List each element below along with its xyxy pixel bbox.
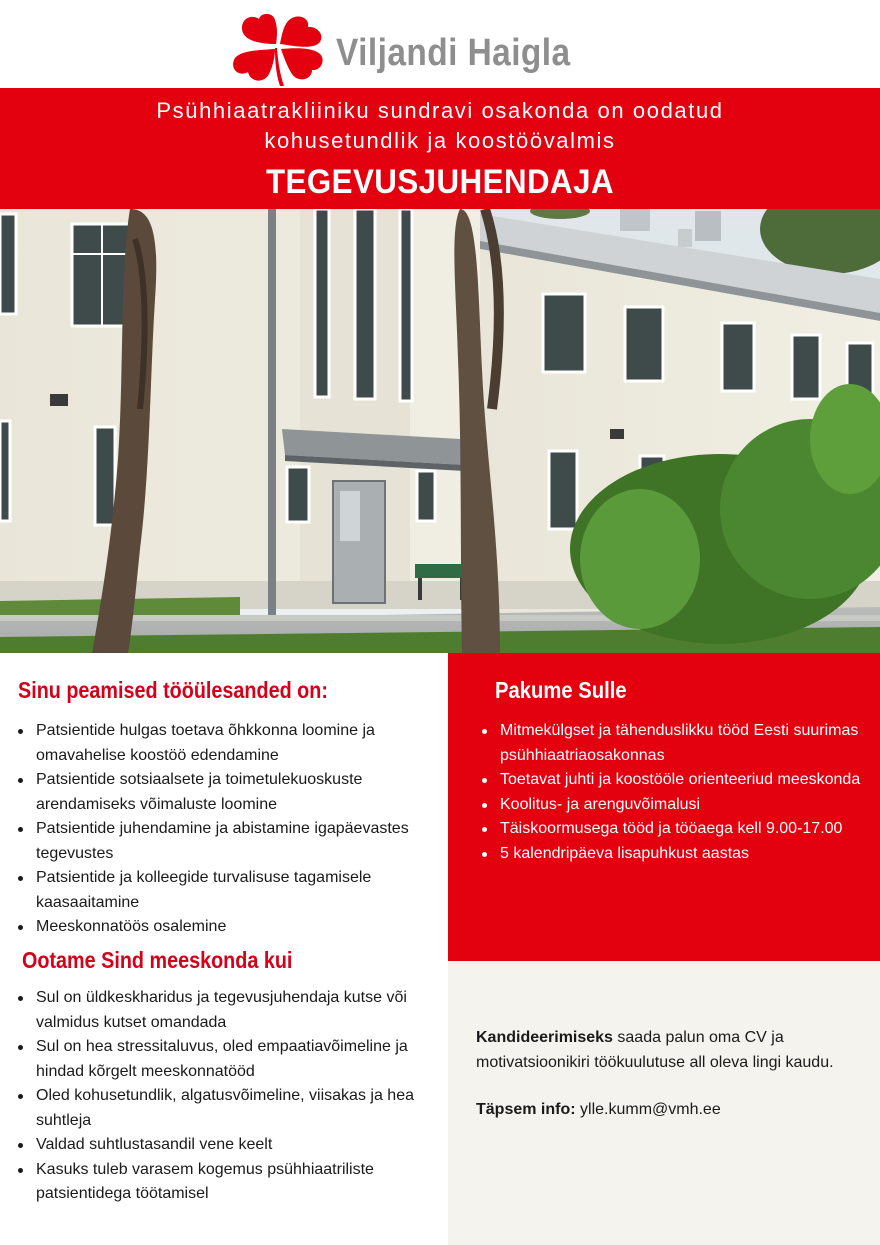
left-column <box>0 653 448 1245</box>
apply-box <box>448 961 880 1245</box>
header-banner <box>0 88 880 209</box>
offer-list <box>480 719 865 866</box>
list-item: Patsientide sotsiaalsete ja toimetulekuoskuste arendamiseks võimaluste loomine <box>16 768 411 817</box>
apply-instructions <box>476 1025 866 1075</box>
banner-line-2: kohusetundlik ja koostöövalmis <box>264 128 616 153</box>
list-item: Sul on hea stressitaluvus, oled empaatiavõimeline ja hindad kõrgelt meeskonnatööd <box>16 1035 416 1084</box>
list-item: Täiskoormusega tööd ja tööaega kell 9.00-17.00 <box>480 817 865 842</box>
red-clover-icon <box>228 10 328 86</box>
logo <box>228 10 648 86</box>
list-item: Patsientide hulgas toetava õhkkonna loomine ja omavahelise koostöö edendamine <box>16 719 411 768</box>
apply-bold-label: Kandideerimiseks <box>476 1029 613 1046</box>
list-item: Sul on üldkeskharidus ja tegevusjuhendaja kutse või valmidus kutset omandada <box>16 986 416 1035</box>
requirements-heading: Ootame Sind meeskonda kui <box>22 947 293 973</box>
list-item: Koolitus- ja arenguvõimalusi <box>480 793 865 818</box>
list-item: Oled kohusetundlik, algatusvõimeline, viisakas ja hea suhtleja <box>16 1084 416 1133</box>
logo-text: Viljandi Haigla <box>336 32 571 74</box>
list-item: Valdad suhtlustasandil vene keelt <box>16 1133 416 1158</box>
list-item: Patsientide juhendamine ja abistamine igapäevastes tegevustes <box>16 817 411 866</box>
contact-email[interactable]: ylle.kumm@vmh.ee <box>575 1101 721 1118</box>
banner-line-1: Psühhiaatrakliiniku sundravi osakonda on oodatud <box>156 98 724 123</box>
list-item: 5 kalendripäeva lisapuhkust aastas <box>480 842 865 867</box>
list-item: Patsientide ja kolleegide turvalisuse tagamisele kaasaaitamine <box>16 866 411 915</box>
list-item: Kasuks tuleb varasem kogemus psühhiaatriliste patsientidega töötamisel <box>16 1158 416 1207</box>
requirements-list <box>16 986 416 1207</box>
offer-heading: Pakume Sulle <box>495 677 627 703</box>
list-item: Meeskonnatöös osalemine <box>16 915 411 940</box>
duties-list <box>16 719 411 940</box>
list-item: Mitmekülgset ja tähenduslikku tööd Eesti suurimas psühhiaatriaosakonnas <box>480 719 865 768</box>
offer-box <box>448 653 880 961</box>
duties-heading: Sinu peamised tööülesanded on: <box>18 677 328 703</box>
job-title: TEGEVUSJUHENDAJA <box>265 163 615 201</box>
list-item: Toetavat juhti ja koostööle orienteeriud meeskonda <box>480 768 865 793</box>
apply-text: saada palun oma CV ja motivatsioonikiri töökuulutuse all oleva lingi kaudu. <box>476 1029 834 1071</box>
contact-info <box>476 1097 866 1122</box>
hospital-building-photo <box>0 209 880 653</box>
contact-label: Täpsem info: <box>476 1101 576 1118</box>
